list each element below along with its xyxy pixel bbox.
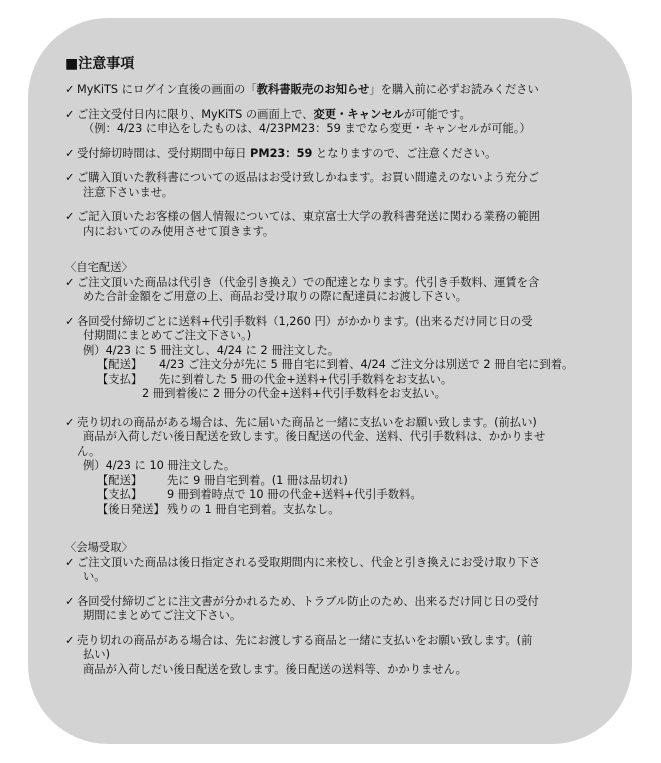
venue-pickup-label: 〈会場受取〉 [65, 541, 133, 554]
check-icon: ✓ [65, 210, 75, 223]
example-table: 【配送】 先に 9 冊自宅到着。(1 冊は品切れ) 【支払】 9 冊到着時点で 10 冊の代金+送料+代引手数料。 【後日発送】 残りの 1 冊自宅到着。支払なし。 [97, 473, 422, 516]
check-icon: ✓ [65, 314, 75, 328]
venue-item-orders: ✓ 各回受付締切ごとに注文書が分かれるため、トラブル防止のため、出来るだけ同じ日の受付 期間にまとめてご注文下さい。 [65, 594, 539, 622]
example-line: 例）4/23 に 5 冊注文し、4/24 に 2 冊注文した。 [83, 343, 340, 357]
check-icon: ✓ [65, 415, 75, 429]
home-delivery-item-cod: ✓ ご注文頂いた商品は代引き（代金引き換え）での配達となります。代引き手数料、運賃を含 めた合計金額をご用意の上、商品お受け取りの際に配達員にお渡し下さい。 [65, 275, 540, 303]
example-table: 【配送】 4/23 ご注文分が先に 5 冊自宅に到着、4/24 ご注文分は別送で 2 冊自宅に到着。 【支払】 先に到着した 5 冊の代金+送料+代引手数料をお支払い。 [97, 358, 574, 386]
check-icon: ✓ [65, 171, 75, 184]
notice-item-deadline: ✓ 受付締切時間は、受付期間中毎日 PM23：59 となりますので、ご注意ください。 [65, 146, 497, 160]
notice-item-returns: ✓ ご購入頂いた教科書についての返品はお受け致しかねます。お買い間違えのないよう充分ご 注意下さいませ。 [65, 171, 540, 199]
check-icon: ✓ [65, 633, 75, 647]
check-icon: ✓ [65, 594, 75, 608]
venue-item-soldout: ✓ 売り切れの商品がある場合は、先にお渡しする商品と一緒に支払いをお願い致します。(前 払い) 商品が入荷しだい後日配送を致します。後日配送の送料等、かかりません。 [65, 633, 533, 676]
example-line: 例）4/23 に 10 冊注文した。 [83, 459, 236, 472]
notice-content [65, 55, 610, 687]
home-delivery-label: 〈自宅配送〉 [65, 261, 133, 274]
check-icon: ✓ [65, 275, 75, 289]
page-title: ■注意事項 [65, 56, 135, 72]
check-icon: ✓ [65, 555, 75, 569]
notice-item-change: ✓ ご注文受付日内に限り、MyKiTS の画面上で、変更・キャンセルが可能です。 （例：4/23 に申込をしたものは、4/23PM23：59 までなら変更・キャンセルが可能。） [65, 108, 610, 137]
home-delivery-item-fee: ✓ 各回受付締切ごとに送料+代引手数料（1,260 円）がかかります。(出来るだけ同じ日の受 付期間にまとめてご注文下さい。) 例）4/23 に 5 冊注文し、4/24 に 2 冊注文した。 【配送】 4/23 ご注文分が先に 5 冊自宅に到着、4/24 ご注文分は別送で 2 冊自宅に到着。 【支払】 先に到着した 5 冊の代金+送料+代引手数料をお支払い。 2 冊到着後に 2 冊分の代金+送料+代引手数料をお支払い。 [65, 315, 610, 402]
notice-item-read: ✓ MyKiTS にログイン直後の画面の「教科書販売のお知らせ」を購入前に必ずお読みください [65, 83, 539, 96]
notice-example: （例：4/23 に申込をしたものは、4/23PM23：59 までなら変更・キャンセルが可能。） [83, 122, 531, 135]
check-icon: ✓ [65, 146, 75, 160]
check-icon: ✓ [65, 107, 75, 121]
home-delivery-item-soldout: ✓ 売り切れの商品がある場合は、先に届いた商品と一緒に支払いをお願い致します。(前払い) 商品が入荷しだい後日配送を致します。後日配送の代金、送料、代引手数料は、かかりませ ん。 例）4/23 に 10 冊注文した。 【配送】 先に 9 冊自宅到着。(1 冊は品切れ) 【支払】 9 冊到着時点で 10 冊の代金+送料+代引手数料。 【後日発送】 残りの 1 冊自宅到着。支払なし。 [65, 416, 610, 518]
check-icon: ✓ [65, 83, 75, 96]
notice-item-privacy: ✓ ご記入頂いたお客様の個人情報については、東京富士大学の教科書発送に関わる業務の範囲 内においてのみ使用させて頂きます。 [65, 210, 540, 238]
venue-item-pickup: ✓ ご注文頂いた商品は後日指定される受取期間内に来校し、代金と引き換えにお受け取り下さ い。 [65, 555, 541, 583]
